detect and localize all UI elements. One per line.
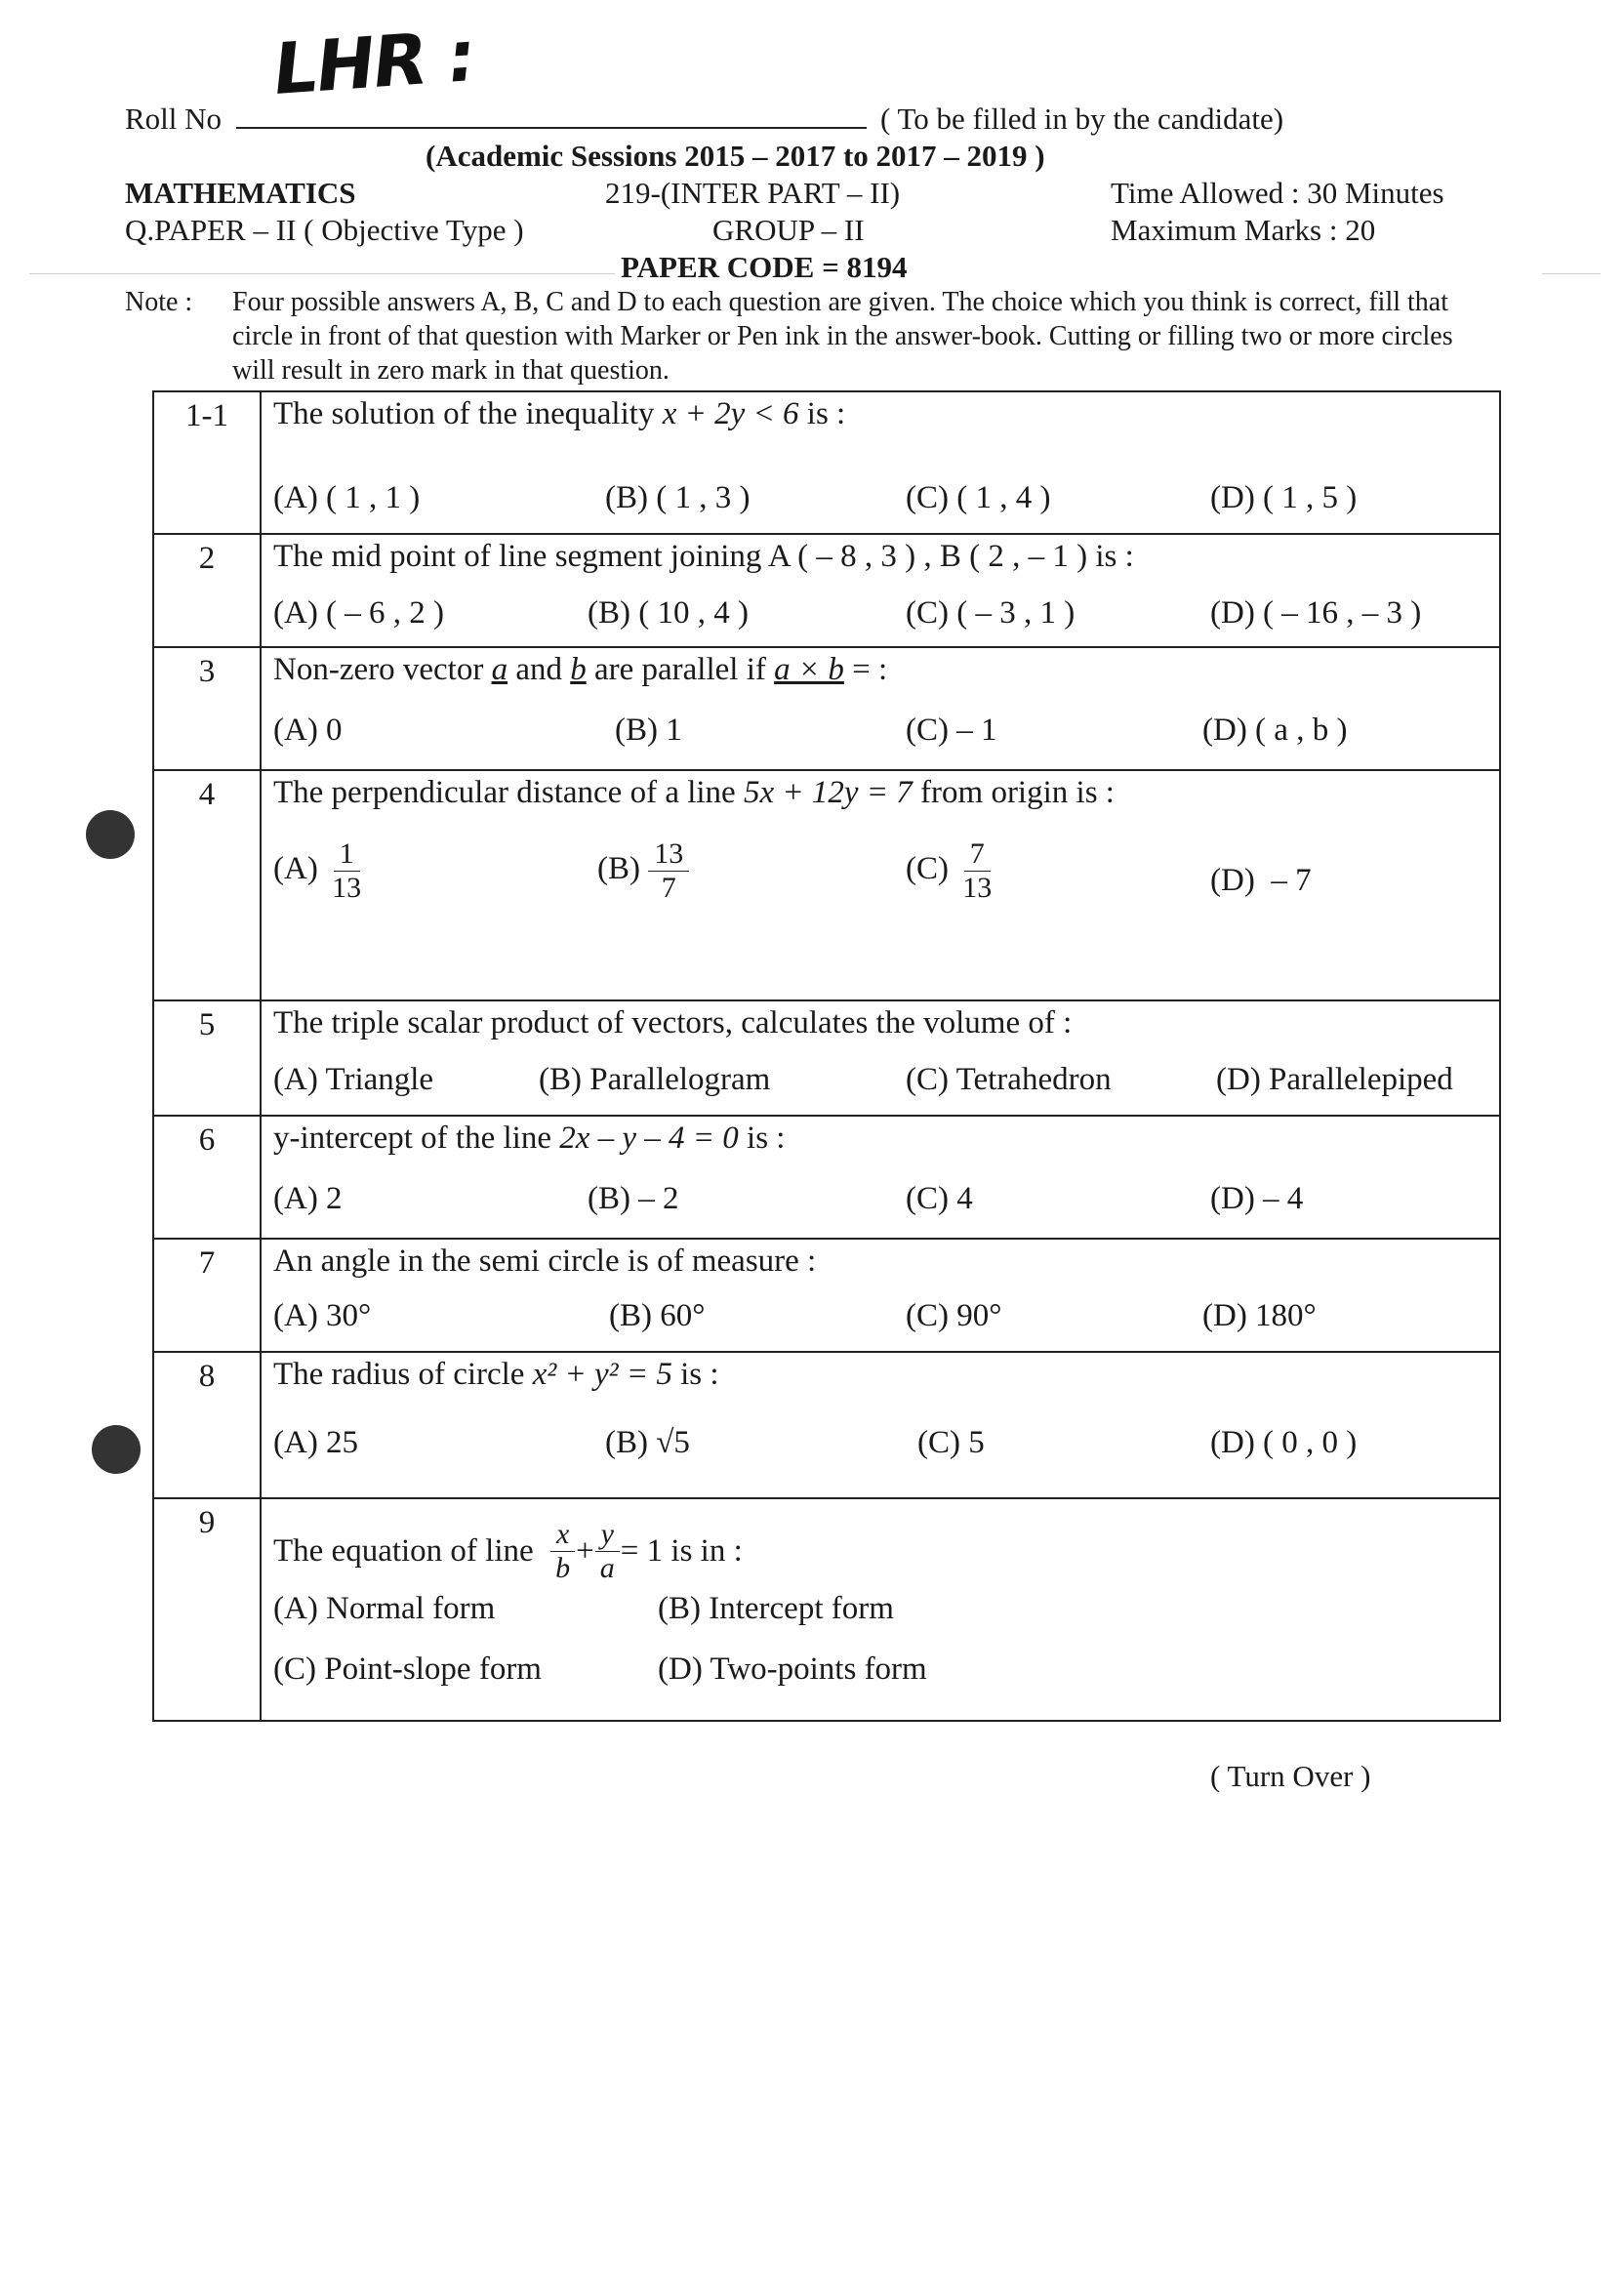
option-c[interactable]: (C) – 1 xyxy=(906,713,997,748)
question-text: The mid point of line segment joining A ( – 8 , 3 ) , B ( 2 , – 1 ) is : xyxy=(273,539,1134,574)
question-number: 6 xyxy=(153,1116,261,1239)
option-c[interactable]: (C) ( 1 , 4 ) xyxy=(906,480,1051,515)
option-c[interactable]: (C) 90° xyxy=(906,1298,1002,1333)
question-number: 8 xyxy=(153,1352,261,1498)
option-d[interactable]: (D) ( a , b ) xyxy=(1202,713,1348,748)
question-text: The perpendicular distance of a line 5x + 12y = 7 from origin is : xyxy=(273,775,1115,810)
option-a[interactable]: (A) 0 xyxy=(273,713,343,748)
group-label: GROUP – II xyxy=(712,213,865,247)
question-number: 4 xyxy=(153,770,261,1000)
question-text: The radius of circle x² + y² = 5 is : xyxy=(273,1357,719,1392)
option-a[interactable]: (A) Normal form xyxy=(273,1591,496,1626)
question-row xyxy=(153,391,1500,534)
note-text: Four possible answers A, B, C and D to each question are given. The choice which you think is correct, fill that circle in front of that question with Marker or Pen ink in the answer-book. Cutting or filling two or more circles will result in zero mark in that question. xyxy=(232,287,1453,386)
option-a[interactable]: (A) Triangle xyxy=(273,1062,434,1097)
options xyxy=(273,1591,1499,1708)
options xyxy=(273,830,1499,927)
option-b[interactable]: (B) √5 xyxy=(605,1425,690,1460)
maximum-marks: Maximum Marks : 20 xyxy=(1111,213,1376,247)
option-b[interactable]: (B) $\frac{13}{7}$ xyxy=(597,837,689,905)
question-text: An angle in the semi circle is of measure : xyxy=(273,1244,817,1279)
board-stamp: LHR : xyxy=(268,14,478,111)
options xyxy=(273,591,1499,646)
question-number: 2 xyxy=(153,534,261,647)
question-row xyxy=(153,1498,1500,1721)
paper-code: PAPER CODE = 8194 xyxy=(621,250,908,284)
option-a[interactable]: (A) 25 xyxy=(273,1425,359,1460)
scan-artifact xyxy=(29,273,615,274)
time-allowed: Time Allowed : 30 Minutes xyxy=(1111,176,1444,210)
question-row xyxy=(153,534,1500,647)
question-row xyxy=(153,1239,1500,1352)
instructions-note xyxy=(125,285,1491,387)
options xyxy=(273,1058,1499,1113)
turn-over-note: ( Turn Over ) xyxy=(1210,1759,1371,1793)
option-d[interactable]: (D) – 4 xyxy=(1210,1181,1304,1216)
option-c[interactable]: (C) Point-slope form xyxy=(273,1652,542,1687)
exam-code: 219-(INTER PART – II) xyxy=(605,176,901,210)
question-number: 9 xyxy=(153,1498,261,1721)
option-b[interactable]: (B) Intercept form xyxy=(658,1591,894,1626)
option-d[interactable]: (D) 180° xyxy=(1202,1298,1317,1333)
option-b[interactable]: (B) ( 1 , 3 ) xyxy=(605,480,751,515)
question-text: Non-zero vector a and b are parallel if a × b = : xyxy=(273,652,888,687)
option-a[interactable]: (A) ( 1 , 1 ) xyxy=(273,480,421,515)
paper-type: Q.PAPER – II ( Objective Type ) xyxy=(125,213,524,247)
question-number: 5 xyxy=(153,1000,261,1116)
option-d[interactable]: (D) ( 0 , 0 ) xyxy=(1210,1425,1358,1460)
question-row xyxy=(153,647,1500,770)
academic-sessions: (Academic Sessions 2015 – 2017 to 2017 – 2019 ) xyxy=(426,139,1045,173)
option-b[interactable]: (B) – 2 xyxy=(588,1181,679,1216)
question-row xyxy=(153,1352,1500,1498)
question-text: The equation of line $\frac{x}{b}$ + $\frac{y}{a}$ = 1 is in : xyxy=(273,1517,743,1584)
option-a[interactable]: (A) 2 xyxy=(273,1181,343,1216)
option-a[interactable]: (A) ( – 6 , 2 ) xyxy=(273,595,445,631)
roll-no-label: Roll No xyxy=(125,102,223,136)
option-b[interactable]: (B) 1 xyxy=(615,713,682,748)
option-d[interactable]: (D) ( 1 , 5 ) xyxy=(1210,480,1358,515)
question-text: The triple scalar product of vectors, calculates the volume of : xyxy=(273,1005,1073,1040)
question-text: y-intercept of the line 2x – y – 4 = 0 is : xyxy=(273,1121,786,1156)
option-d[interactable]: (D) ( – 16 , – 3 ) xyxy=(1210,595,1422,631)
option-c[interactable]: (C) $\frac{7}{13}$ xyxy=(906,837,993,904)
question-text: The solution of the inequality x + 2y < 6 is : xyxy=(273,396,846,431)
options xyxy=(273,1177,1499,1232)
option-d[interactable]: (D) – 7 xyxy=(1210,863,1312,898)
punch-hole xyxy=(86,810,135,859)
option-b[interactable]: (B) 60° xyxy=(609,1298,706,1333)
subject-title: MATHEMATICS xyxy=(125,176,356,210)
options xyxy=(273,476,1499,531)
scan-artifact xyxy=(1542,273,1601,274)
option-c[interactable]: (C) 5 xyxy=(917,1425,985,1460)
option-a[interactable]: (A) 30° xyxy=(273,1298,372,1333)
roll-no-line xyxy=(236,127,867,129)
question-number: 3 xyxy=(153,647,261,770)
question-row xyxy=(153,770,1500,1000)
option-d[interactable]: (D) Two-points form xyxy=(658,1652,927,1687)
punch-hole xyxy=(92,1425,141,1474)
option-d[interactable]: (D) Parallelepiped xyxy=(1216,1062,1453,1097)
question-number: 7 xyxy=(153,1239,261,1352)
option-b[interactable]: (B) ( 10 , 4 ) xyxy=(588,595,749,631)
options xyxy=(273,1421,1499,1476)
questions-table xyxy=(152,390,1501,1722)
option-a[interactable]: (A) $\frac{1}{13}$ xyxy=(273,837,362,904)
note-label: Note : xyxy=(125,287,193,317)
option-b[interactable]: (B) Parallelogram xyxy=(539,1062,771,1097)
roll-no-hint: ( To be filled in by the candidate) xyxy=(880,102,1284,136)
option-c[interactable]: (C) ( – 3 , 1 ) xyxy=(906,595,1076,631)
question-number: 1-1 xyxy=(153,391,261,534)
options xyxy=(273,1294,1499,1349)
question-row xyxy=(153,1000,1500,1116)
option-c[interactable]: (C) Tetrahedron xyxy=(906,1062,1112,1097)
option-c[interactable]: (C) 4 xyxy=(906,1181,973,1216)
options xyxy=(273,709,1499,763)
question-row xyxy=(153,1116,1500,1239)
